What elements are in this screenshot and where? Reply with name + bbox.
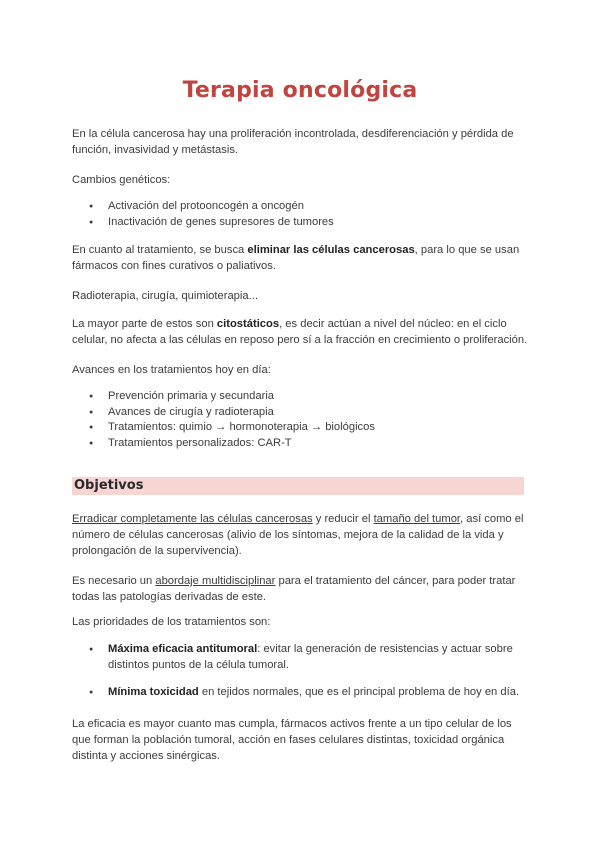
list-item: ● Tratamientos personalizados: CAR-T — [72, 436, 532, 452]
prioridades-title: Las prioridades de los tratamientos son: — [72, 616, 271, 628]
objetivos-paragraph-1: Erradicar completamente las células cancerosas y reducir el tamaño del tumor, así como el número de células cancerosas (alivio de los síntomas, mejora de la calidad de la vida y prolongación de la supervivencia). — [72, 513, 524, 557]
objetivos-paragraph-2: Es necesario un abordaje multidisciplinar para el tratamiento del cáncer, para poder tratar todas las patologías derivadas de este. — [72, 575, 516, 603]
emphasis-text: citostáticos — [216, 318, 280, 330]
list-item: ● Inactivación de genes supresores de tumores — [72, 215, 532, 231]
list-item: ● Tratamientos: quimio → hormonoterapia → biológicos — [72, 420, 532, 436]
cambios-list — [72, 199, 532, 230]
intro-paragraph: En la célula cancerosa hay una proliferación incontrolada, desdiferenciación y pérdida de función, invasividad y metástasis. — [72, 128, 514, 156]
list-item: ● Prevención primaria y secundaria — [72, 389, 532, 405]
eficacia-paragraph: La eficacia es mayor cuanto mas cumpla, fármacos activos frente a un tipo celular de los que forman la población tumoral, acción en fases celulares distintas, toxicidad orgánica distinta y acciones sinérgicas. — [72, 718, 512, 762]
list-item: ● Mínima toxicidad en tejidos normales, que es el principal problema de hoy en día. — [72, 685, 532, 701]
page-title: Terapia oncológica — [182, 78, 418, 103]
avances-list — [72, 389, 532, 451]
avances-title: Avances en los tratamientos hoy en día: — [72, 364, 271, 376]
citostaticos-paragraph: La mayor parte de estos son citostáticos, es decir actúan a nivel del núcleo: en el ciclo celular, no afecta a las células en reposo pero sí a la fracción en crecimiento o proliferación. — [72, 318, 528, 346]
list-item: ● Avances de cirugía y radioterapia — [72, 405, 532, 421]
emphasis-text: eliminar las células cancerosas — [247, 244, 415, 256]
prioridades-list — [72, 642, 532, 713]
list-item: ● Máxima eficacia antitumoral: evitar la generación de resistencias y actuar sobre distintos puntos de la célula tumoral. — [72, 642, 532, 673]
objetivos-heading-label: Objetivos — [74, 478, 144, 493]
list-item: ● Activación del protooncogén a oncogén — [72, 199, 532, 215]
objetivos-heading — [72, 477, 524, 495]
radio-paragraph: Radioterapia, cirugía, quimioterapia... — [72, 290, 258, 302]
cambios-title: Cambios genéticos: — [72, 174, 171, 186]
tratamiento-paragraph: En cuanto al tratamiento, se busca eliminar las células cancerosas, para lo que se usan fármacos con fines curativos o paliativos. — [72, 244, 520, 272]
